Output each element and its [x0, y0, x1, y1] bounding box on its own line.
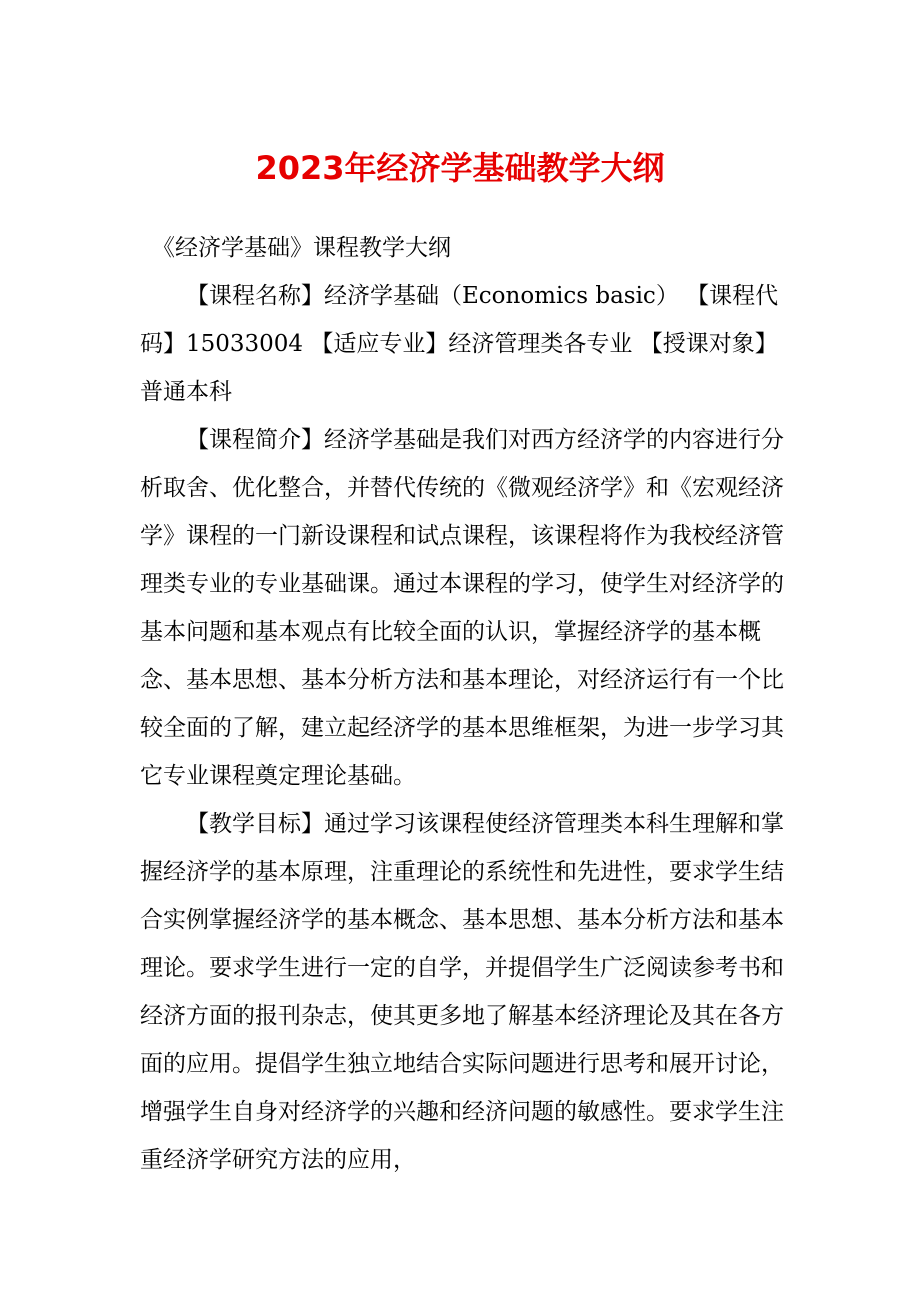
course-info-paragraph: 【课程名称】经济学基础（Economics basic） 【课程代码】15033004 【适应专业】经济管理类各专业 【授课对象】普通本科 [140, 283, 779, 405]
document-title: 2023年经济学基础教学大纲 [255, 149, 665, 187]
course-intro-paragraph: 【课程简介】经济学基础是我们对西方经济学的内容进行分析取舍、优化整合，并替代传统的《微观经济学》和《宏观经济学》课程的一门新设课程和试点课程，该课程将作为我校经济管理类专业的专业基础课。通过本课程的学习，使学生对经济学的基本问题和基本观点有比较全面的认识，掌握经济学的基本概念、基本思想、基本分析方法和基本理论，对经济运行有一个比较全面的了解，建立起经济学的基本思维框架，为进一步学习其它专业课程奠定理论基础。 [140, 427, 784, 789]
teaching-goals-paragraph: 【教学目标】通过学习该课程使经济管理类本科生理解和掌握经济学的基本原理，注重理论的系统性和先进性，要求学生结合实例掌握经济学的基本概念、基本思想、基本分析方法和基本理论。要求学生进行一定的自学，并提倡学生广泛阅读参考书和经济方面的报刊杂志，使其更多地了解基本经济理论及其在各方面的应用。提倡学生独立地结合实际问题进行思考和展开讨论，增强学生自身对经济学的兴趣和经济问题的敏感性。要求学生注重经济学研究方法的应用， [140, 811, 784, 1173]
document-body [140, 224, 790, 1184]
course-outline-heading: 《经济学基础》课程教学大纲 [152, 235, 451, 261]
